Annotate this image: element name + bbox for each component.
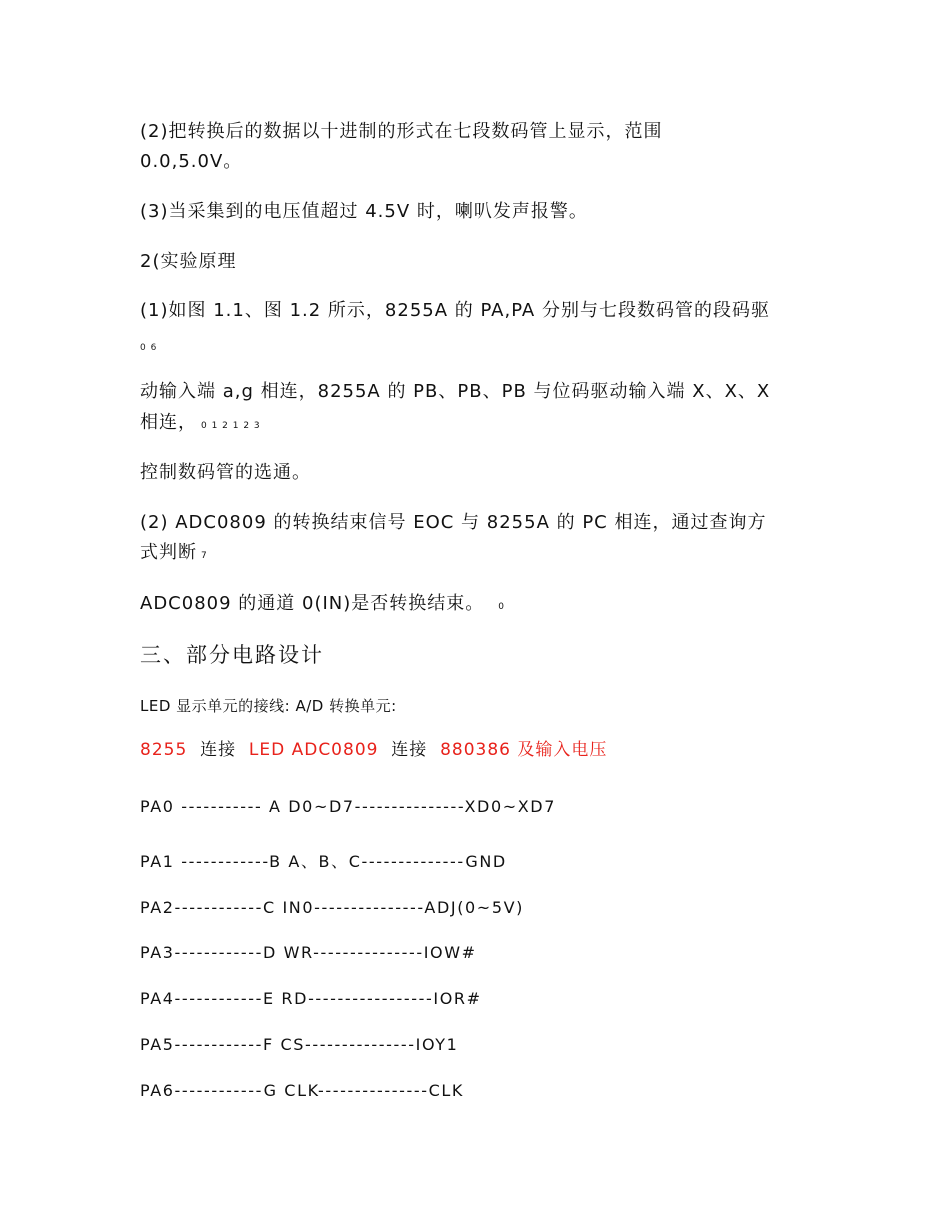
connection-word-2: 连接 [391, 740, 428, 760]
units-line: LED 显示单元的接线: A/D 转换单元: [140, 697, 397, 715]
principle-1-subscript2: 0 1 2 1 2 3 [201, 421, 261, 431]
wiring-row: PA3------------D WR---------------IOW# [140, 943, 477, 962]
principle-1-line3: 相连， [140, 412, 197, 433]
wiring-row: PA5------------F CS---------------IOY1 [140, 1035, 459, 1054]
principle-2-line2-wrap [140, 542, 208, 567]
principle-1-line1: (1)如图 1.1、图 1.2 所示，8255A 的 PA,PA 分别与七段数码管的段码驱 [140, 300, 770, 321]
requirement-2-line2: 0.0,5.0V。 [140, 151, 243, 172]
principle-1-line2: 动输入端 a,g 相连，8255A 的 PB、PB、PB 与位码驱动输入端 X、X、X [140, 381, 771, 402]
section-2-title: 2(实验原理 [140, 251, 237, 272]
connection-led-adc: LED ADC0809 [248, 740, 379, 760]
principle-2-subscript1: 7 [201, 551, 208, 561]
connection-word-1: 连接 [200, 740, 237, 760]
principle-2-line3: ADC0809 的通道 0(IN)是否转换结束。 [140, 593, 485, 614]
connection-line [140, 739, 607, 761]
principle-2-line3-wrap [140, 593, 505, 618]
principle-2-line2: 式判断 [140, 542, 197, 563]
principle-1-subscript1: 0 6 [140, 343, 158, 353]
requirement-2-line1: (2)把转换后的数据以十进制的形式在七段数码管上显示，范围 [140, 121, 663, 142]
principle-1-line4: 控制数码管的选通。 [140, 462, 311, 483]
wiring-row: PA6------------G CLK---------------CLK [140, 1081, 464, 1100]
principle-2-subscript2: 0 [498, 602, 505, 612]
connection-8255: 8255 [140, 740, 188, 760]
wiring-row: PA0 ----------- A D0~D7---------------XD0~XD7 [140, 797, 556, 816]
wiring-row: PA2------------C IN0---------------ADJ(0~5V) [140, 898, 524, 917]
principle-1-line3-wrap [140, 412, 261, 437]
requirement-3: (3)当采集到的电压值超过 4.5V 时，喇叭发声报警。 [140, 201, 588, 222]
section-3-title: 三、部分电路设计 [140, 643, 324, 667]
connection-880386: 880386 及输入电压 [440, 740, 608, 760]
wiring-row: PA4------------E RD-----------------IOR# [140, 989, 482, 1008]
wiring-row: PA1 ------------B A、B、C--------------GND [140, 852, 507, 871]
principle-2-line1: (2) ADC0809 的转换结束信号 EOC 与 8255A 的 PC 相连，通过查询方 [140, 512, 767, 533]
